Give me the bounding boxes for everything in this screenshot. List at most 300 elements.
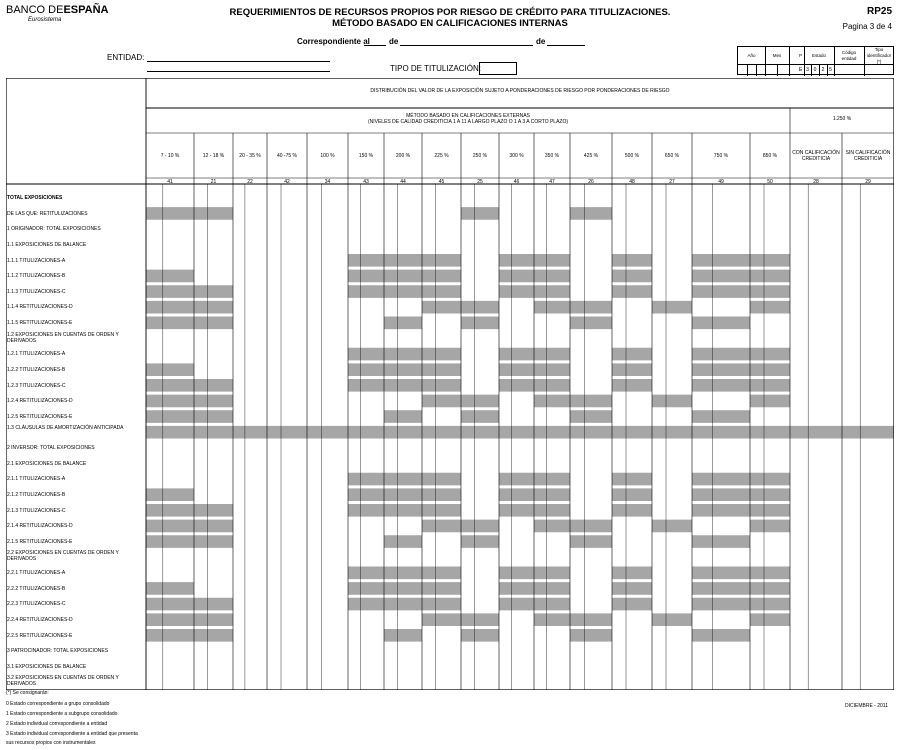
shaded-cell [612,285,652,298]
column-code: 26 [588,179,594,185]
shaded-cell [570,301,612,314]
shaded-cell [692,317,750,330]
shaded-cell [534,270,570,283]
correspondiente-label: Correspondiente al [297,37,370,46]
shaded-cell [499,285,534,298]
shaded-cell [692,535,750,548]
row-label: 2.1.1 TITULIZACIONES-A [7,476,66,483]
shaded-cell [461,395,499,408]
shaded-cell [307,426,348,439]
column-code: 49 [718,179,724,185]
shaded-cell [461,207,499,220]
shaded-cell [348,598,384,611]
entidad-field-line2[interactable] [147,71,330,72]
row-label: DE LAS QUE: RETITULIZACIONES [7,210,88,217]
shaded-cell [384,348,422,361]
shaded-cell [612,270,652,283]
shaded-cell [692,363,750,376]
shaded-cell [194,301,233,314]
shaded-cell [750,598,790,611]
shaded-cell [461,629,499,642]
shaded-cell [194,535,233,548]
shaded-cell [384,379,422,392]
shaded-cell [499,379,534,392]
shaded-cell [461,613,499,626]
shaded-cell [570,410,612,423]
shaded-cell [461,410,499,423]
shaded-cell [612,598,652,611]
column-header: 12 - 18 % [202,153,225,159]
shaded-cell [692,582,750,595]
report-title-line1: REQUERIMIENTOS DE RECURSOS PROPIOS POR RIESGO DE CRÉDITO PARA TITULIZACIONES. [229,7,671,18]
column-header: SIN CALIFICACIÓN CREDITICIA [845,150,891,162]
shaded-cell [422,285,461,298]
column-code: 22 [247,179,253,185]
shaded-cell [422,567,461,580]
shaded-cell [194,629,233,642]
column-code: 45 [438,179,445,185]
shaded-cell [499,567,534,580]
shaded-cell [570,613,612,626]
shaded-cell [146,285,194,298]
column-header: 225 % [434,153,449,159]
shaded-cell [194,379,233,392]
status-header-estado: Estado [804,47,835,64]
shaded-cell [146,379,194,392]
status-header-codigo: Código entidad [834,47,865,64]
status-header-tipo: Tipo identificador (*) [866,46,892,64]
tipo-titulizacion-label: TIPO DE TITULIZACIÓN: [390,64,481,73]
status-spacer [789,47,797,64]
shaded-cell [534,426,570,439]
footnote-0: 0 Estado correspondiente a grupo consolidado [6,701,110,707]
report-title-line2: MÉTODO BASADO EN CALIFICACIONES INTERNAS [332,18,568,29]
shaded-cell [692,473,750,486]
row-label: 1.3 CLÁUSULAS DE AMORTIZACIÓN ANTICIPADA [7,425,124,432]
shaded-cell [570,426,612,439]
row-label: 1.2.5 RETITULIZACIONES-E [7,413,73,420]
shaded-cell [422,598,461,611]
shaded-cell [146,317,194,330]
footnote-3: 3 Estado individual correspondiente a entidad que presenta [6,731,138,737]
tipo-titulizacion-field[interactable] [479,62,517,75]
shaded-cell [692,504,750,517]
shaded-cell [499,348,534,361]
row-label: 2 INVERSOR: TOTAL EXPOSICIONES [7,445,95,451]
status-cell[interactable] [789,65,797,76]
shaded-cell [692,426,750,439]
day-field[interactable] [364,45,386,46]
shaded-cell [348,254,384,267]
shaded-cell [267,426,307,439]
shaded-cell [194,504,233,517]
shaded-cell [750,613,790,626]
status-digit: 2 [819,65,828,76]
method-header-line2: (NIVELES DE CALIDAD CREDITICIA 1 A 11 A LARGO PLAZO O 1 A 3 A CORTO PLAZO) [367,119,569,125]
row-label: 1.2 EXPOSICIONES EN CUENTAS DE ORDEN Y DERIVADOS [7,331,119,344]
shaded-cell [612,582,652,595]
shaded-cell [612,488,652,501]
shaded-cell [348,582,384,595]
row-label: 2.1.2 TITULIZACIONES-B [7,491,66,498]
shaded-cell [534,613,570,626]
shaded-cell [612,348,652,361]
shaded-cell [461,535,499,548]
tipo-identificador-cell[interactable] [864,65,894,76]
shaded-cell [348,270,384,283]
column-code: 42 [284,179,290,185]
shaded-cell [534,567,570,580]
row-label: 2.1.4 RETITULIZACIONES-D [7,523,73,530]
row-label: 3.1 EXPOSICIONES DE BALANCE [7,663,87,670]
shaded-cell [422,270,461,283]
shaded-cell [384,410,422,423]
shaded-cell [612,363,652,376]
shaded-cell [499,488,534,501]
column-code: 48 [629,179,635,185]
shaded-cell [652,426,692,439]
shaded-cell [750,285,790,298]
row-label: 1 ORIGINADOR: TOTAL EXPOSICIONES [7,226,101,233]
column-code: 34 [324,179,331,185]
column-code: 44 [400,179,406,185]
footer-date: DICIEMBRE - 2011 [845,703,888,709]
shaded-cell [146,270,194,283]
shaded-cell [194,207,233,220]
shaded-cell [534,285,570,298]
column-code: 46 [513,179,520,185]
shaded-cell [384,504,422,517]
shaded-cell [461,520,499,533]
shaded-cell [348,348,384,361]
column-header: 425 % [583,153,599,159]
column-code: 21 [210,179,217,185]
shaded-cell [534,473,570,486]
month-field[interactable] [400,45,533,46]
shaded-cell [499,473,534,486]
shaded-cell [534,254,570,267]
shaded-cell [692,488,750,501]
row-label: 2.2.5 RETITULIZACIONES-E [7,632,73,639]
row-label: 1.2.4 RETITULIZACIONES-D [7,398,73,405]
shaded-cell [146,504,194,517]
shaded-cell [146,520,194,533]
shaded-cell [534,598,570,611]
row-label: 2.2.4 RETITULIZACIONES-D [7,616,73,623]
shaded-cell [750,395,790,408]
shaded-cell [422,301,461,314]
shaded-cell [534,504,570,517]
footnote-2: 2 Estado individual correspondiente a entidad [6,721,108,727]
shaded-cell [348,504,384,517]
row-label: 3 PATROCINADOR: TOTAL EXPOSICIONES [7,648,109,655]
shaded-cell [194,410,233,423]
row-label: 1.1.2 TITULIZACIONES-B [7,273,66,280]
shaded-cell [384,567,422,580]
column-header: 300 % [509,153,524,159]
shaded-cell [750,504,790,517]
shaded-cell [750,567,790,580]
row-label: 2.1.5 RETITULIZACIONES-E [7,538,73,545]
column-header: 850 % [762,153,778,159]
shaded-cell [750,301,790,314]
shaded-cell [194,613,233,626]
shaded-cell [422,426,461,439]
shaded-cell [146,426,194,439]
shaded-cell [570,395,612,408]
shaded-cell [146,582,194,595]
row-label: 2.1.3 TITULIZACIONES-C [7,507,66,514]
shaded-cell [422,348,461,361]
shaded-cell [146,207,194,220]
shaded-cell [534,301,570,314]
shaded-cell [422,395,461,408]
column-code: 50 [767,179,773,185]
shaded-cell [570,317,612,330]
shaded-cell [422,488,461,501]
shaded-cell [146,613,194,626]
column-header: 250 % [472,153,488,159]
column-header: 40 -75 % [276,153,297,159]
shaded-cell [570,207,612,220]
shaded-cell [194,426,233,439]
shaded-cell [422,473,461,486]
shaded-cell [384,629,422,642]
shaded-cell [692,379,750,392]
column-code: 41 [167,179,173,185]
logo-bold: ESPAÑA [63,4,109,16]
shaded-cell [422,504,461,517]
status-header-p: P [797,47,805,64]
shaded-cell [348,473,384,486]
shaded-cell [570,520,612,533]
year-field[interactable] [547,45,585,46]
row-label: 2.2.1 TITULIZACIONES-A [7,570,66,576]
shaded-cell [612,426,652,439]
footnote-3-cont: sus recursos propios con instrumentales [6,740,96,746]
shaded-cell [384,317,422,330]
column-header: 200 % [395,153,411,159]
shaded-cell [384,426,422,439]
shaded-cell [499,363,534,376]
status-digit: 0 [811,65,820,76]
logo-subtitle: Eurosistema [28,17,62,23]
shaded-cell [146,395,194,408]
footnote-1: 1 Estado correspondiente a subgrupo consolidado [6,711,118,717]
exposure-table [6,78,894,690]
shaded-cell [422,520,461,533]
shaded-cell [461,317,499,330]
shaded-cell [612,567,652,580]
shaded-cell [461,301,499,314]
shaded-cell [612,504,652,517]
row-label: 1.2.3 TITULIZACIONES-C [7,382,66,389]
shaded-cell [194,285,233,298]
row-label: 2.1 EXPOSICIONES DE BALANCE [7,460,87,467]
shaded-cell [534,520,570,533]
entidad-label: ENTIDAD: [107,53,145,62]
shaded-cell [750,473,790,486]
column-header: CON CALIFICACIÓN CREDITICIA [792,150,840,162]
row-label: 2.2.2 TITULIZACIONES-B [7,585,66,592]
shaded-cell [348,567,384,580]
row-label: 1.1.1 TITULIZACIONES-A [7,257,66,264]
shaded-cell [384,285,422,298]
row-label: 2.2.3 TITULIZACIONES-C [7,601,66,608]
shaded-cell [692,567,750,580]
shaded-cell [534,348,570,361]
shaded-cell [570,535,612,548]
column-code: 43 [363,179,369,185]
column-header: 150 % [358,153,374,159]
status-digit: 3 [804,65,812,76]
column-code: 29 [865,179,871,185]
shaded-cell [790,426,842,439]
shaded-cell [422,379,461,392]
column-code: 25 [477,179,483,185]
shaded-cell [384,598,422,611]
column-header: 500 % [624,153,640,159]
method-header-line1: MÉTODO BASADO EN CALIFICACIONES EXTERNAS [406,113,530,119]
shaded-cell [652,301,692,314]
shaded-cell [534,363,570,376]
row-label: 1.1 EXPOSICIONES DE BALANCE [7,241,87,248]
shaded-cell [750,426,790,439]
shaded-cell [750,254,790,267]
pct-1250-header: 1.250 % [832,116,852,122]
shaded-cell [146,410,194,423]
column-header: 20 - 35 % [239,153,261,159]
de-label-1: de [389,37,399,46]
codigo-entidad-cell[interactable] [834,65,865,76]
shaded-cell [750,379,790,392]
logo-main: BANCO DE [6,4,64,16]
shaded-cell [750,363,790,376]
row-label: 3.2 EXPOSICIONES EN CUENTAS DE ORDEN Y DERIVADOS [7,675,119,688]
column-header: 100 % [320,153,335,159]
shaded-cell [750,582,790,595]
shaded-cell [499,598,534,611]
shaded-cell [534,379,570,392]
shaded-cell [692,254,750,267]
shaded-cell [612,254,652,267]
column-header: 350 % [544,153,560,159]
shaded-cell [499,270,534,283]
shaded-cell [422,254,461,267]
column-code: 27 [669,179,675,185]
status-value-row [738,64,893,76]
shaded-cell [570,629,612,642]
shaded-cell [750,270,790,283]
shaded-cell [384,582,422,595]
shaded-cell [348,285,384,298]
shaded-cell [384,473,422,486]
shaded-cell [146,598,194,611]
shaded-cell [384,270,422,283]
shaded-cell [348,363,384,376]
row-label: 1.1.5 RETITULIZACIONES-E [7,320,73,326]
shaded-cell [612,473,652,486]
column-code: 47 [549,179,555,185]
shaded-cell [194,520,233,533]
shaded-cell [499,254,534,267]
shaded-cell [422,363,461,376]
page-indicator: Pagina 3 de 4 [842,22,892,31]
row-label: 1.1.4 RETITULIZACIONES-D [7,304,73,311]
shaded-cell [146,363,194,376]
shaded-cell [146,488,194,501]
shaded-cell [652,395,692,408]
shaded-cell [750,488,790,501]
column-header: 750 % [713,153,729,159]
shaded-cell [146,301,194,314]
shaded-cell [750,520,790,533]
shaded-cell [422,582,461,595]
shaded-cell [652,613,692,626]
shaded-cell [194,317,233,330]
column-code: 28 [813,179,819,185]
status-header-ano: Año [738,47,766,64]
shaded-cell [384,488,422,501]
status-header-mes: Mes [765,47,790,64]
status-prefix: E [797,65,805,76]
form-code: RP25 [866,6,892,17]
shaded-cell [384,535,422,548]
de-label-2: de [536,37,546,46]
shaded-cell [348,488,384,501]
shaded-cell [692,598,750,611]
shaded-cell [461,426,499,439]
shaded-cell [348,379,384,392]
shaded-cell [146,535,194,548]
column-header: 7 - 10 % [160,153,180,159]
footnote-header: (*) Se consignarán: [6,690,49,696]
shaded-cell [652,520,692,533]
shaded-cell [348,426,384,439]
row-label: TOTAL EXPOSICIONES [7,195,63,201]
shaded-cell [750,348,790,361]
shaded-cell [384,254,422,267]
shaded-cell [534,488,570,501]
row-label: 1.2.2 TITULIZACIONES-B [7,366,66,373]
distribution-header: DISTRIBUCIÓN DEL VALOR DE LA EXPOSICIÓN SUJETO A PONDERACIONES DE RIESGO POR PONDERACIONES DE RIESGO [370,88,670,94]
shaded-cell [534,395,570,408]
shaded-cell [384,363,422,376]
row-label: 1.1.3 TITULIZACIONES-C [7,288,66,295]
column-header: 650 % [664,153,680,159]
status-digit: 5 [827,65,835,76]
shaded-cell [146,629,194,642]
shaded-cell [842,426,894,439]
status-box [737,46,894,75]
shaded-cell [692,629,750,642]
shaded-cell [233,426,267,439]
row-label: 1.2.1 TITULIZACIONES-A [7,351,66,358]
shaded-cell [534,582,570,595]
entidad-field-line1[interactable] [147,61,330,62]
row-label: 2.2 EXPOSICIONES EN CUENTAS DE ORDEN Y DERIVADOS [7,550,119,563]
shaded-cell [194,598,233,611]
shaded-cell [692,285,750,298]
shaded-cell [499,582,534,595]
shaded-cell [194,395,233,408]
shaded-cell [499,426,534,439]
shaded-cell [499,504,534,517]
shaded-cell [612,379,652,392]
shaded-cell [692,348,750,361]
shaded-cell [692,270,750,283]
shaded-cell [422,613,461,626]
